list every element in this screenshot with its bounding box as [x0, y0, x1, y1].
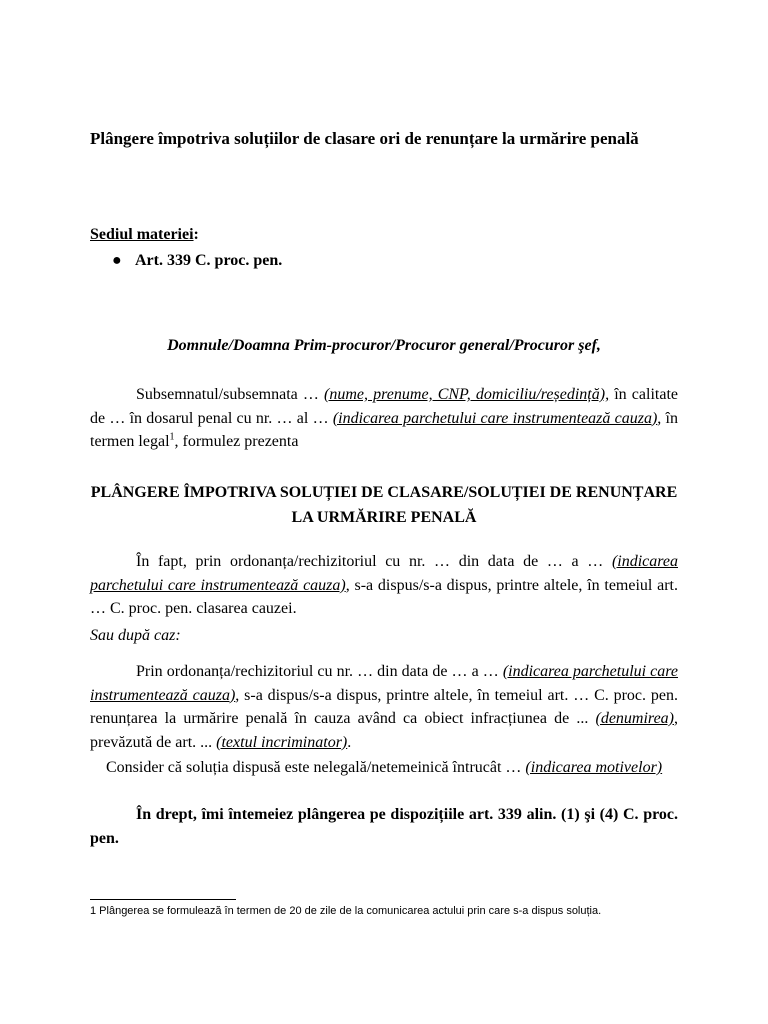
fact1-hint-1: (indicarea parchetului care instrumentează cauza): [90, 553, 678, 594]
sediu-materiei-label: Sediul materiei: [90, 226, 194, 243]
intro-hint-1: (nume, prenume, CNP, domiciliu/reședință),: [324, 386, 610, 403]
fact-paragraph-2: [90, 660, 678, 754]
fact1-text-2: , s-a dispus/s-a dispus, printre altele, în temeiul art. … C. proc. pen. clasarea cauzei.: [90, 576, 678, 617]
fact2-hint-2: (denumirea): [595, 710, 674, 727]
legal-basis-bullet: [112, 250, 282, 272]
sediu-materiei-heading: [90, 224, 199, 246]
fact2-text-4: .: [347, 733, 352, 751]
intro-text-3: , în termen legal: [90, 409, 678, 450]
law-basis-paragraph: În drept, îmi întemeiez plângerea pe dispozițiile art. 339 alin. (1) şi (4) C. proc. pen.: [90, 806, 678, 847]
intro-text-2: în calitate de … în dosarul penal cu nr. … al …: [90, 386, 678, 427]
intro-text-4: , formulez prezenta: [174, 433, 299, 450]
alternative-note: Sau după caz:: [90, 627, 181, 644]
footnote-text: 1 Plângerea se formulează în termen de 20 de zile de la comunicarea actului prin care s-a dispus soluția.: [90, 905, 602, 917]
intro-text-1: Subsemnatul/subsemnata …: [136, 386, 325, 403]
intro-hint-2: (indicarea parchetului care instrumentează cauza): [332, 409, 658, 427]
consider-paragraph: [90, 756, 678, 780]
fact2-hint-1: (indicarea parchetului care instrumentează cauza): [90, 663, 678, 704]
document-title: Plângere împotriva soluțiilor de clasare ori de renunțare la urmărire penală: [90, 129, 639, 148]
bullet-dot-icon: ●: [112, 252, 122, 269]
fact2-text-3: , prevăzută de art. ...: [90, 710, 678, 751]
addressee-line: Domnule/Doamna Prim-procuror/Procuror general/Procuror şef,: [167, 337, 601, 354]
intro-paragraph: [90, 383, 678, 454]
consider-text-1: Consider că soluția dispusă este nelegală/netemeinică întrucât …: [106, 759, 526, 776]
complaint-heading: PLÂNGERE ÎMPOTRIVA SOLUȚIEI DE CLASARE/SOLUȚIEI DE RENUNȚARE LA URMĂRIRE PENALĂ: [90, 484, 678, 526]
fact1-text-1: În fapt, prin ordonanța/rechizitoriul cu nr. … din data de … a …: [136, 553, 612, 570]
fact2-text-1: Prin ordonanța/rechizitoriul cu nr. … din data de … a …: [136, 663, 503, 680]
footnote-separator: [90, 899, 236, 900]
fact2-text-2: , s-a dispus/s-a dispus, printre altele, în temeiul art. … C. proc. pen. renunțarea la urmărire penală în cauza având ca obiect infracțiunea de ...: [90, 686, 678, 727]
footnote-reference: 1: [169, 431, 175, 443]
fact-paragraph-1: [90, 550, 678, 621]
consider-hint-1: (indicarea motivelor): [525, 759, 663, 776]
fact2-hint-3: (textul incriminator): [216, 733, 348, 751]
legal-basis-text: Art. 339 C. proc. pen.: [135, 252, 283, 269]
sediu-materiei-colon: :: [193, 226, 199, 243]
